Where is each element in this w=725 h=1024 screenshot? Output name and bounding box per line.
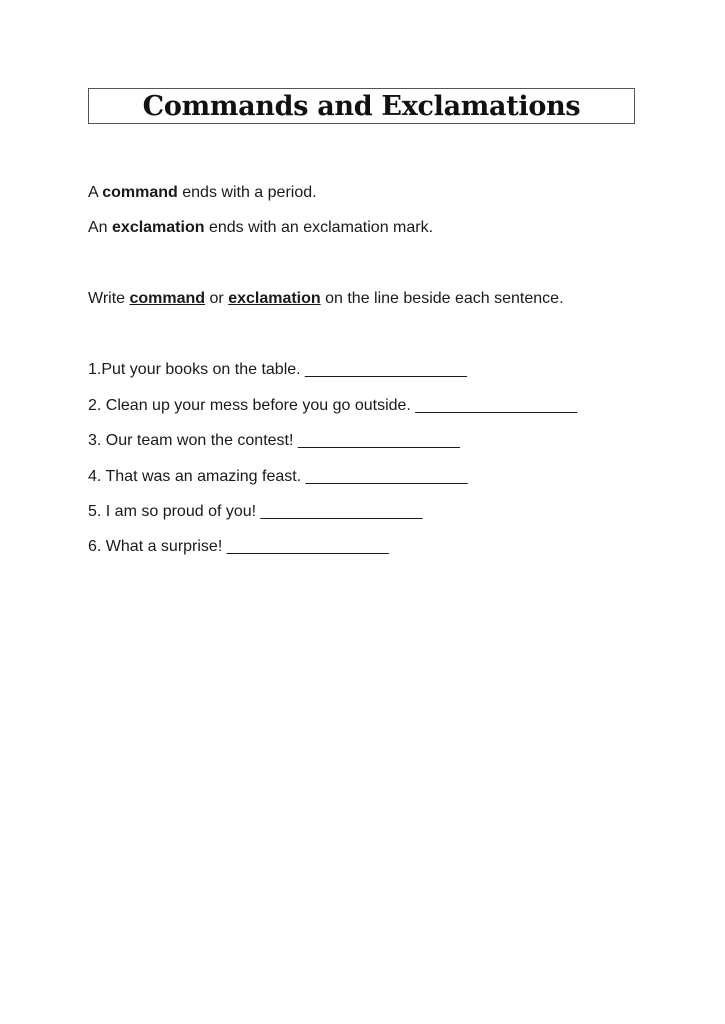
sentence-text: 2. Clean up your mess before you go outside.: [88, 397, 411, 414]
sentence-text: 1.Put your books on the table.: [88, 361, 301, 378]
rule-exclamation: [88, 218, 433, 238]
rule-command: [88, 183, 317, 203]
instruction-suffix: on the line beside each sentence.: [320, 290, 564, 307]
sentence-row: [88, 396, 577, 416]
sentence-row: [88, 360, 467, 380]
sentence-text: 5. I am so proud of you!: [88, 503, 257, 520]
answer-blank[interactable]: ___________________: [415, 397, 577, 414]
rule-command-prefix: A: [88, 184, 103, 201]
rule-command-suffix: ends with a period.: [177, 184, 317, 201]
sentence-row: [88, 502, 422, 522]
rule-command-term: command: [102, 184, 178, 201]
answer-blank[interactable]: ___________________: [305, 361, 467, 378]
sentence-text: 6. What a surprise!: [88, 538, 223, 555]
rule-exclamation-term: exclamation: [112, 219, 205, 236]
sentence-text: 4. That was an amazing feast.: [88, 468, 302, 485]
sentence-row: [88, 537, 388, 557]
page-title: Commands and Exclamations: [142, 90, 581, 122]
answer-blank[interactable]: ___________________: [260, 503, 423, 520]
answer-blank[interactable]: ___________________: [297, 432, 460, 449]
rule-exclamation-prefix: An: [88, 219, 113, 236]
instruction-option-exclamation: exclamation: [228, 290, 321, 307]
title-box: [88, 88, 635, 124]
sentence-row: [88, 431, 459, 451]
answer-blank[interactable]: ___________________: [226, 538, 389, 555]
instruction: [88, 289, 564, 309]
instruction-prefix: Write: [88, 290, 130, 307]
instruction-middle: or: [205, 290, 229, 307]
instruction-option-command: command: [129, 290, 206, 307]
rule-exclamation-suffix: ends with an exclamation mark.: [204, 219, 434, 236]
sentence-row: [88, 467, 467, 487]
sentence-text: 3. Our team won the contest!: [88, 432, 294, 449]
answer-blank[interactable]: ___________________: [305, 468, 468, 485]
